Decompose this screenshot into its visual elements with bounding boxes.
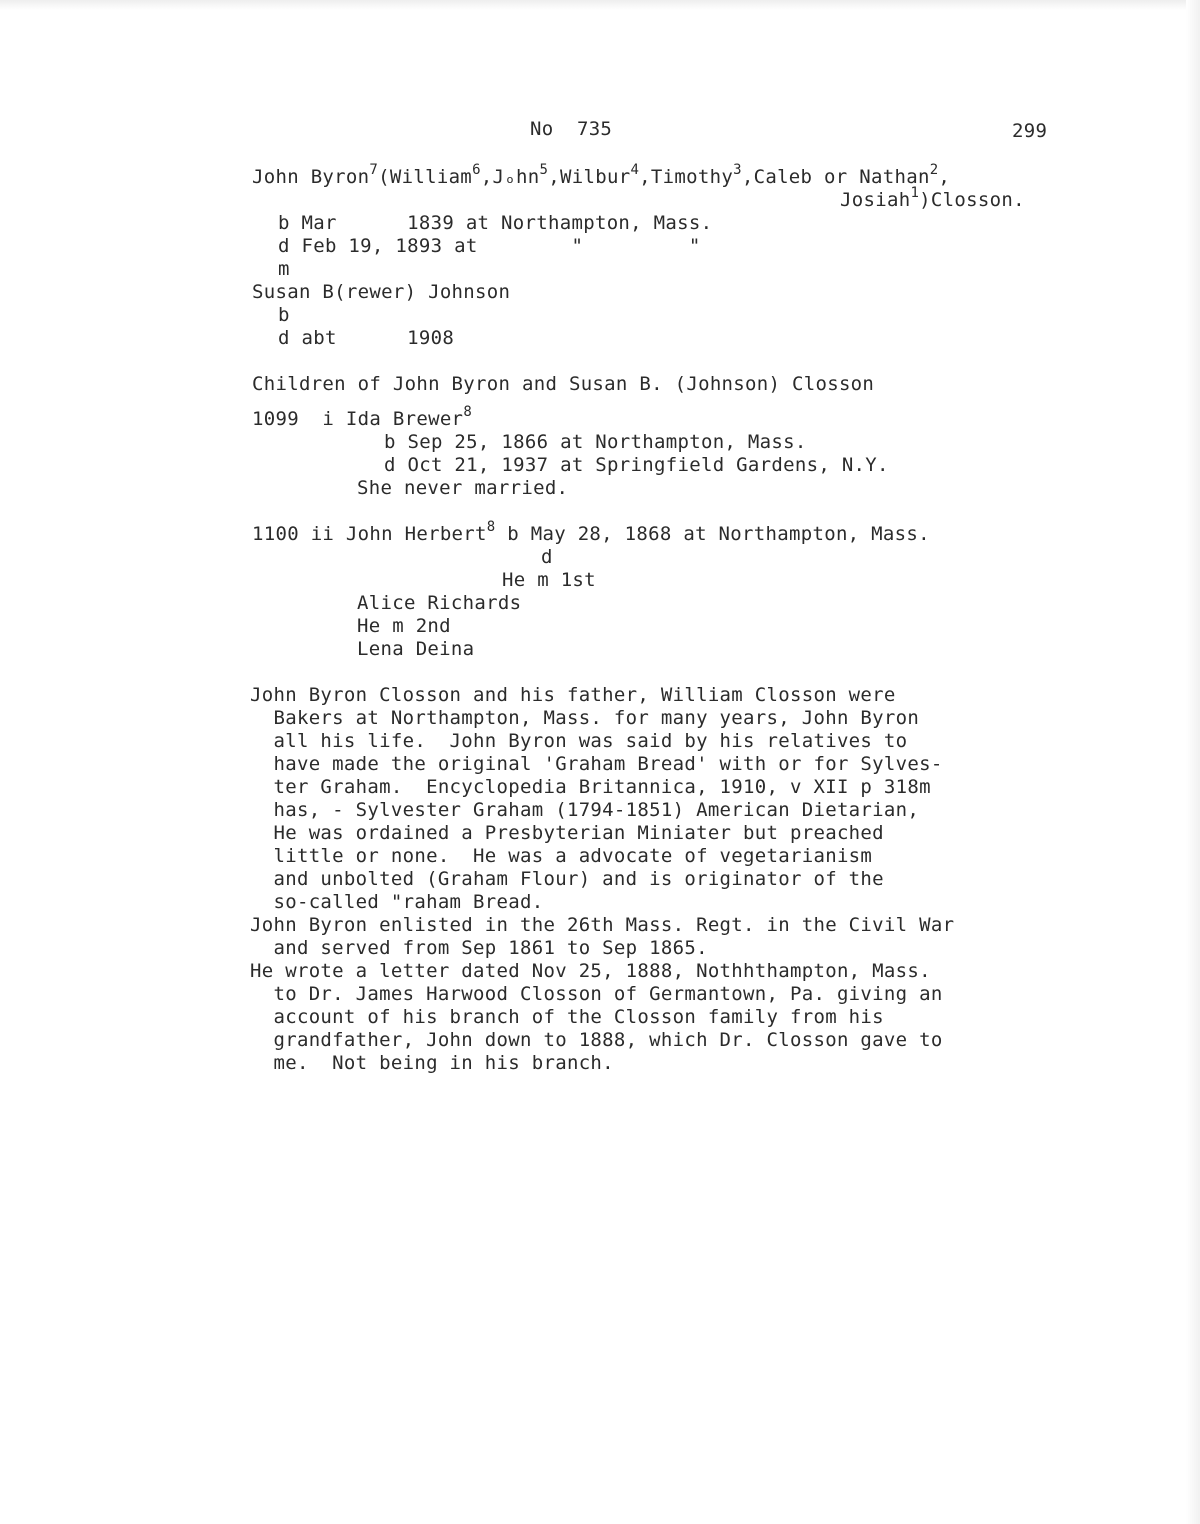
record-number: No 735	[530, 118, 613, 140]
ancestor-name: Josiah	[840, 189, 911, 211]
spouse-death: d abt 1908	[278, 327, 455, 349]
ancestor-name: Timothy	[650, 166, 734, 188]
subject-death: d Feb 19, 1893 at " "	[278, 235, 701, 257]
generation-marker: 7	[369, 161, 379, 178]
ancestor-name: Jₒhn	[492, 166, 540, 188]
narrative-line: to Dr. James Harwood Closson of Germantown, Pa. giving an	[250, 983, 943, 1005]
child-name: 1100 ii John Herbert	[252, 523, 487, 545]
subject-lineage-continuation	[840, 184, 1025, 212]
child-note: She never married.	[357, 477, 569, 499]
narrative-line: Bakers at Northampton, Mass. for many years, John Byron	[250, 707, 920, 729]
narrative-line: John Byron Closson and his father, William Closson were	[250, 684, 896, 706]
narrative-line: and served from Sep 1861 to Sep 1865.	[250, 937, 708, 959]
generation-marker: 8	[463, 403, 473, 420]
ancestor-name: Wilbur	[560, 166, 631, 188]
generation-marker: 5	[539, 161, 549, 178]
ancestor-name: William	[389, 166, 473, 188]
child-birth: b Sep 25, 1866 at Northampton, Mass.	[384, 431, 807, 453]
scan-edge-top	[0, 0, 1200, 10]
narrative-line: ter Graham. Encyclopedia Britannica, 1910, v XII p 318m	[250, 776, 931, 798]
generation-marker: 1	[910, 184, 920, 201]
page-number: 299	[1012, 120, 1048, 142]
generation-marker: 8	[486, 518, 496, 535]
child-marriage-1: He m 1st	[502, 569, 596, 591]
narrative-line: and unbolted (Graham Flour) and is originator of the	[250, 868, 884, 890]
subject-marriage: m	[278, 258, 290, 280]
generation-marker: 3	[733, 161, 742, 178]
narrative-line: have made the original 'Graham Bread' with or for Sylves-	[250, 753, 943, 775]
subject-lineage-line: John Byron$^7$(William$^6$,Jₒhn$^5$,Wilbur$^4$,Timothy$^3$,Caleb or Nathan$^2$,	[252, 161, 951, 188]
child-name: 1099 i Ida Brewer	[252, 408, 464, 430]
subject-name: John Byron	[252, 166, 370, 188]
narrative-line: so-called "raham Bread.	[250, 891, 544, 913]
subject-birth: b Mar 1839 at Northampton, Mass.	[278, 212, 713, 234]
generation-marker: 2	[929, 161, 939, 178]
child-marriage-2: He m 2nd	[357, 615, 451, 637]
narrative-line: grandfather, John down to 1888, which Dr. Closson gave to	[250, 1029, 943, 1051]
spouse-birth: b	[278, 304, 290, 326]
child-spouse-2: Lena Deina	[357, 638, 475, 660]
ancestor-name: Caleb or Nathan	[753, 166, 930, 188]
narrative-line: He wrote a letter dated Nov 25, 1888, Nothhthampton, Mass.	[250, 960, 931, 982]
child-entry-1099	[252, 403, 473, 431]
child-death: d Oct 21, 1937 at Springfield Gardens, N.Y.	[384, 454, 889, 476]
narrative-line: all his life. John Byron was said by his relatives to	[250, 730, 908, 752]
narrative-line: little or none. He was a advocate of vegetarianism	[250, 845, 873, 867]
narrative-line: John Byron enlisted in the 26th Mass. Regt. in the Civil War	[250, 914, 955, 936]
child-entry-1100	[252, 518, 930, 546]
spouse-name: Susan B(rewer) Johnson	[252, 281, 511, 303]
narrative-line: account of his branch of the Closson family from his	[250, 1006, 884, 1028]
child-spouse-1: Alice Richards	[357, 592, 522, 614]
generation-marker: 6	[472, 161, 481, 178]
narrative-line: me. Not being in his branch.	[250, 1052, 614, 1074]
narrative-line: He was ordained a Presbyterian Miniater but preached	[250, 822, 884, 844]
child-birth: b May 28, 1868 at Northampton, Mass.	[495, 523, 930, 545]
scan-edge-right	[1186, 0, 1200, 1524]
surname: )Closson.	[919, 189, 1025, 211]
child-death: d	[541, 546, 553, 568]
children-heading: Children of John Byron and Susan B. (Johnson) Closson	[252, 373, 875, 395]
narrative-line: has, - Sylvester Graham (1794-1851) American Dietarian,	[250, 799, 920, 821]
generation-marker: 4	[630, 161, 640, 178]
